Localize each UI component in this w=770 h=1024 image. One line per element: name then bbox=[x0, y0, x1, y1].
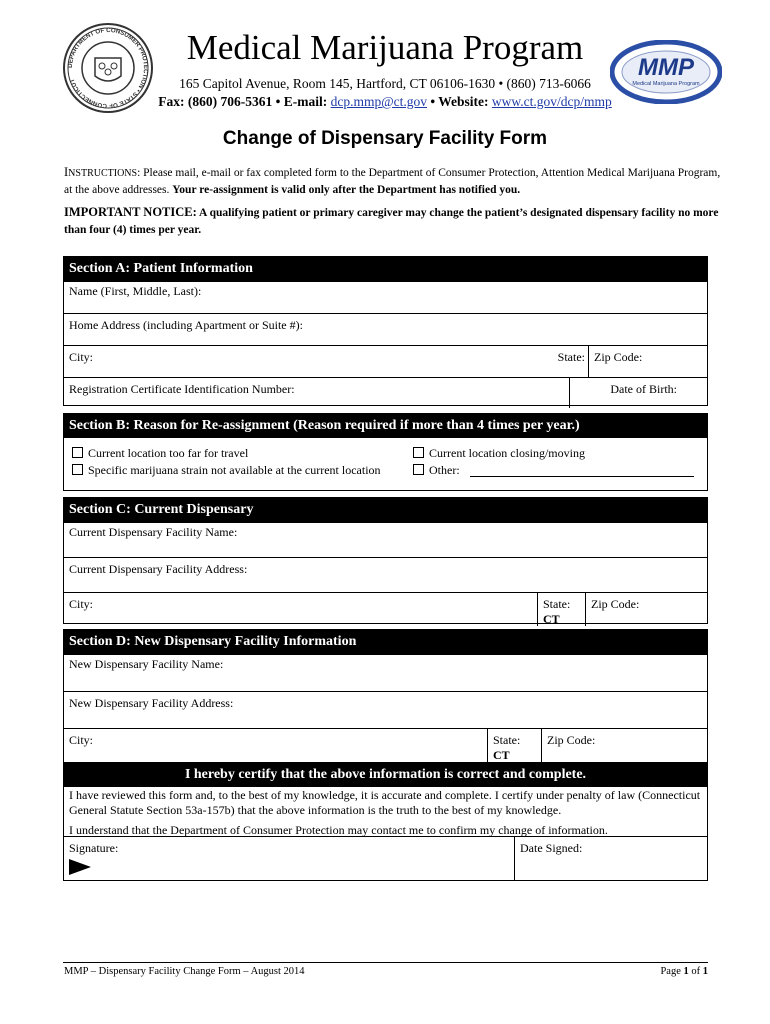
signature-label: Signature: bbox=[69, 841, 119, 855]
page-number bbox=[660, 966, 708, 977]
option-other[interactable] bbox=[413, 463, 460, 478]
signature-field[interactable] bbox=[64, 837, 514, 880]
logo-sub-lettering: Medical Marijuana Program bbox=[632, 81, 700, 87]
option-closing[interactable] bbox=[413, 446, 585, 461]
instructions-label: NSTRUCTIONS bbox=[68, 168, 138, 179]
current-state-label: State: bbox=[543, 597, 571, 611]
signature-row bbox=[64, 836, 707, 880]
new-address-row[interactable] bbox=[64, 691, 707, 728]
city-row bbox=[64, 345, 707, 377]
option-too-far[interactable] bbox=[72, 446, 248, 461]
instructions-bold: Your re-assignment is valid only after the Department has notified you. bbox=[172, 184, 521, 196]
checkbox[interactable] bbox=[413, 447, 424, 458]
city-field[interactable]: City: bbox=[69, 350, 94, 364]
website-link[interactable]: www.ct.gov/dcp/mmp bbox=[491, 94, 612, 109]
important-notice bbox=[64, 204, 724, 239]
instructions-text: : Please mail, e-mail or fax completed form to the Department of Consumer Protection, Attention Medical Marijuana Program, at the above addresses. bbox=[64, 167, 721, 196]
new-city-row bbox=[64, 728, 707, 765]
program-address: 165 Capitol Avenue, Room 145, Hartford, CT 06106-1630 • (860) 713-6066 bbox=[179, 76, 591, 91]
program-title: Medical Marijuana Program bbox=[186, 28, 584, 67]
page-label: Page bbox=[660, 966, 681, 977]
certification bbox=[63, 763, 708, 881]
section-b bbox=[63, 413, 708, 491]
footer-left: MMP – Dispensary Facility Change Form – August 2014 bbox=[64, 966, 305, 977]
other-line[interactable] bbox=[470, 476, 694, 477]
new-name-row[interactable] bbox=[64, 654, 707, 691]
page-total: 1 bbox=[702, 966, 708, 977]
current-zip-field[interactable]: Zip Code: bbox=[585, 593, 707, 626]
email-link[interactable]: dcp.mmp@ct.gov bbox=[330, 94, 428, 109]
current-state-field bbox=[537, 593, 585, 626]
section-d bbox=[63, 629, 708, 763]
date-signed-field[interactable]: Date Signed: bbox=[514, 837, 707, 880]
zip-field[interactable]: Zip Code: bbox=[588, 346, 707, 377]
checkbox[interactable] bbox=[72, 464, 83, 475]
certify-text: I have reviewed this form and, to the best of my knowledge, it is accurate and complete. I certify under penalty of law (Connecticut General Statute Section 53a-157b) that the above information is the truth to the best of my knowledge. bbox=[69, 788, 701, 817]
footer-divider bbox=[63, 962, 708, 963]
state-field[interactable]: State: bbox=[557, 350, 585, 364]
current-address-row[interactable] bbox=[64, 557, 707, 592]
section-a-header: Section A: Patient Information bbox=[64, 257, 707, 281]
notice-label: IMPORTANT NOTICE: bbox=[64, 205, 197, 219]
option-label: Current location too far for travel bbox=[88, 446, 249, 460]
home-address-label: Home Address (including Apartment or Suite #): bbox=[69, 318, 303, 332]
contact-line bbox=[0, 94, 770, 110]
form-title: Change of Dispensary Facility Form bbox=[222, 128, 548, 149]
home-address-row[interactable] bbox=[64, 313, 707, 345]
new-state-label: State: bbox=[493, 733, 521, 747]
reg-number-field[interactable]: Registration Certificate Identification Number: bbox=[69, 382, 295, 396]
section-c-header: Section C: Current Dispensary bbox=[64, 498, 707, 522]
current-city-field[interactable]: City: bbox=[69, 597, 94, 611]
fax-label: Fax: bbox=[158, 94, 185, 109]
page-num: 1 bbox=[683, 966, 689, 977]
option-label: Other: bbox=[429, 463, 460, 477]
section-b-header: Section B: Reason for Re-assignment (Reason required if more than 4 times per year.) bbox=[64, 414, 707, 438]
instructions bbox=[64, 164, 724, 199]
section-d-header: Section D: New Dispensary Facility Information bbox=[64, 630, 707, 654]
current-name-row[interactable] bbox=[64, 522, 707, 557]
certify-contact-text: I understand that the Department of Consumer Protection may contact me to confirm my change of information. bbox=[69, 823, 608, 837]
option-label: Specific marijuana strain not available at the current location bbox=[88, 463, 381, 477]
new-name-label: New Dispensary Facility Name: bbox=[69, 657, 224, 671]
seal-lettering: DEPARTMENT OF CONSUMER PROTECTION • STATE OF CONNECTICUT bbox=[66, 26, 150, 110]
new-state-field bbox=[487, 729, 541, 765]
option-strain-unavailable[interactable] bbox=[72, 463, 381, 478]
new-city-field[interactable]: City: bbox=[69, 733, 94, 747]
checkbox[interactable] bbox=[413, 464, 424, 475]
new-zip-field[interactable]: Zip Code: bbox=[541, 729, 707, 765]
current-state-value: CT bbox=[543, 612, 560, 626]
section-a bbox=[63, 256, 708, 406]
dob-field[interactable]: Date of Birth: bbox=[569, 378, 707, 408]
notice-text: A qualifying patient or primary caregiver may change the patient’s designated dispensary facility no more than four (4) times per year. bbox=[64, 207, 719, 236]
new-state-value: CT bbox=[493, 748, 510, 762]
name-row[interactable] bbox=[64, 281, 707, 313]
option-label: Current location closing/moving bbox=[429, 446, 585, 460]
reg-row bbox=[64, 377, 707, 408]
checkbox[interactable] bbox=[72, 447, 83, 458]
current-city-row bbox=[64, 592, 707, 626]
separator: • bbox=[430, 94, 436, 109]
website-label: Website: bbox=[438, 94, 489, 109]
current-name-label: Current Dispensary Facility Name: bbox=[69, 525, 238, 539]
current-address-label: Current Dispensary Facility Address: bbox=[69, 562, 248, 576]
fax-value: (860) 706-5361 • bbox=[187, 94, 281, 109]
instructions-label-first: I bbox=[64, 165, 69, 179]
new-address-label: New Dispensary Facility Address: bbox=[69, 696, 234, 710]
sign-here-arrow-icon bbox=[69, 859, 91, 875]
name-label: Name (First, Middle, Last): bbox=[69, 284, 202, 298]
section-c bbox=[63, 497, 708, 624]
certify-header: I hereby certify that the above information is correct and complete. bbox=[64, 763, 707, 787]
of-label: of bbox=[691, 966, 701, 977]
logo-lettering: MMP bbox=[638, 54, 694, 81]
email-label: E-mail: bbox=[283, 94, 328, 109]
